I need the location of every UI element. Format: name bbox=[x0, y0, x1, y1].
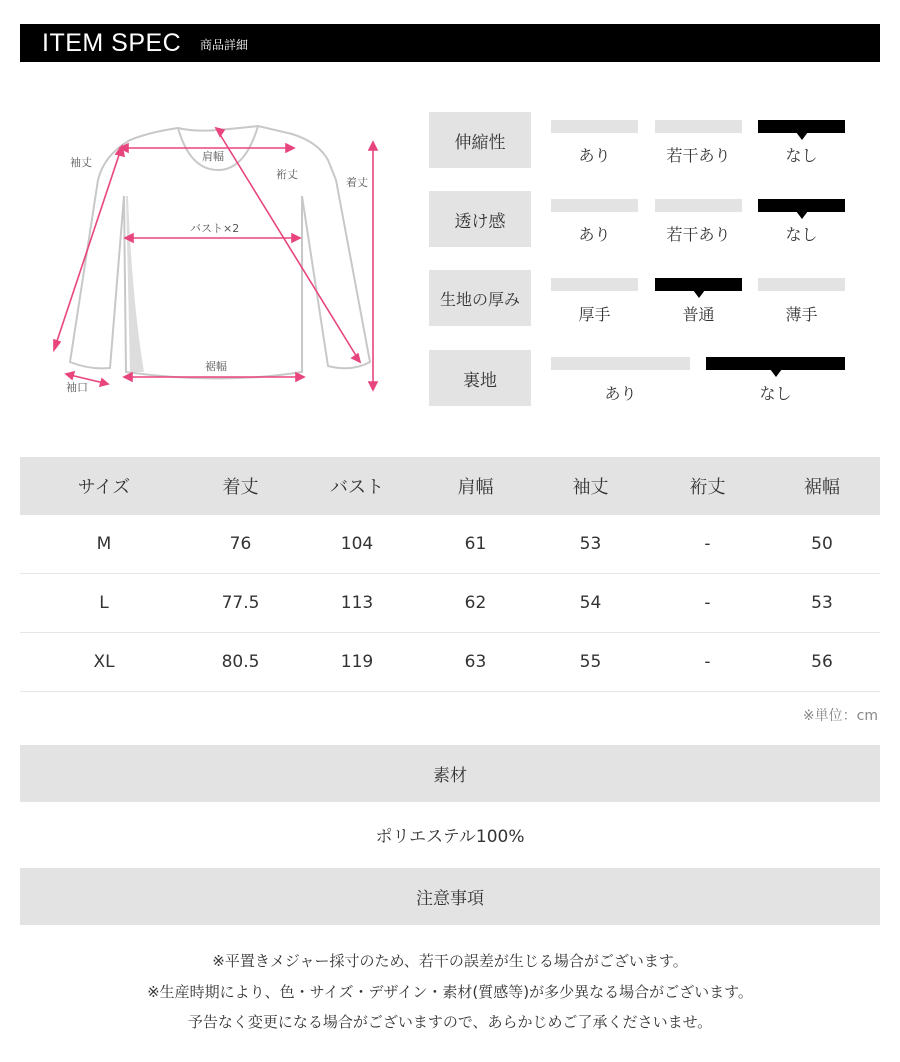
diagram-label-hem: 裾幅 bbox=[205, 360, 227, 373]
spec-thick-option-1: 厚手 bbox=[578, 305, 611, 324]
cell-shoulder: 61 bbox=[421, 515, 530, 574]
spec-stretch-option-3: なし bbox=[785, 146, 818, 165]
header-subtitle: 商品詳細 bbox=[200, 38, 249, 52]
table-row bbox=[20, 515, 880, 574]
diagram-label-shoulder: 肩幅 bbox=[202, 150, 224, 163]
cell-sleeve: 55 bbox=[530, 633, 651, 692]
col-shoulder: 肩幅 bbox=[421, 457, 530, 515]
spec-sheer-bar-2 bbox=[655, 199, 742, 212]
cell-hem: 56 bbox=[764, 633, 880, 692]
cell-bust: 119 bbox=[293, 633, 421, 692]
spec-sheer-option-1: あり bbox=[578, 225, 611, 244]
spec-lining-option-2: なし bbox=[759, 384, 792, 403]
spec-stretch-bar-2 bbox=[655, 120, 742, 133]
spec-sheer-bar-1 bbox=[551, 199, 638, 212]
cell-hem: 53 bbox=[764, 574, 880, 633]
diagram-label-yuki: 裄丈 bbox=[276, 168, 298, 181]
garment-outline bbox=[70, 126, 370, 379]
note-line-3: 予告なく変更になる場合がございますので、あらかじめご了承くださいませ。 bbox=[187, 1013, 713, 1031]
col-total-length: 着丈 bbox=[188, 457, 293, 515]
spec-label-lining: 裏地 bbox=[429, 350, 531, 406]
cell-size: M bbox=[20, 515, 188, 574]
material-value: ポリエステル100% bbox=[375, 827, 525, 847]
header-title: ITEM SPEC bbox=[42, 29, 182, 57]
cell-shoulder: 63 bbox=[421, 633, 530, 692]
cell-total-length: 77.5 bbox=[188, 574, 293, 633]
diagram-label-cuff: 袖口 bbox=[66, 381, 88, 394]
col-yuki: 裄丈 bbox=[651, 457, 764, 515]
note-line-1: ※平置きメジャー採寸のため、若干の誤差が生じる場合がございます。 bbox=[212, 952, 688, 970]
spec-stretch-option-2: 若干あり bbox=[666, 146, 731, 165]
selected-pointer-icon bbox=[770, 369, 782, 377]
size-table-header-row bbox=[20, 457, 880, 515]
cell-bust: 113 bbox=[293, 574, 421, 633]
table-row bbox=[20, 574, 880, 633]
selected-pointer-icon bbox=[796, 132, 808, 140]
cell-hem: 50 bbox=[764, 515, 880, 574]
unit-note: ※単位：cm bbox=[802, 708, 878, 724]
spec-thick-bar-3 bbox=[758, 278, 845, 291]
garment-shading bbox=[126, 196, 144, 372]
spec-stretch-bar-3-selected bbox=[758, 120, 845, 133]
spec-label-thickness: 生地の厚み bbox=[429, 270, 531, 326]
spec-label-stretch: 伸縮性 bbox=[429, 112, 531, 168]
spec-lining-bar-1 bbox=[551, 357, 690, 370]
spec-stretch-bar-1 bbox=[551, 120, 638, 133]
diagram-label-total-length: 着丈 bbox=[346, 176, 368, 189]
cell-yuki: - bbox=[651, 574, 764, 633]
col-size: サイズ bbox=[20, 457, 188, 515]
col-bust: バスト bbox=[293, 457, 421, 515]
cell-bust: 104 bbox=[293, 515, 421, 574]
spec-thick-bar-1 bbox=[551, 278, 638, 291]
cell-total-length: 80.5 bbox=[188, 633, 293, 692]
cell-yuki: - bbox=[651, 515, 764, 574]
table-row bbox=[20, 633, 880, 692]
spec-lining-bar-2-selected bbox=[706, 357, 845, 370]
selected-pointer-icon bbox=[796, 211, 808, 219]
spec-stretch-option-1: あり bbox=[578, 146, 611, 165]
col-sleeve: 袖丈 bbox=[530, 457, 651, 515]
diagram-label-sleeve: 袖丈 bbox=[70, 156, 92, 169]
cell-sleeve: 53 bbox=[530, 515, 651, 574]
spec-sheer-option-2: 若干あり bbox=[666, 225, 731, 244]
spec-thick-option-2: 普通 bbox=[682, 305, 715, 324]
col-hem: 裾幅 bbox=[764, 457, 880, 515]
cell-yuki: - bbox=[651, 633, 764, 692]
header-bar bbox=[20, 24, 880, 62]
cell-sleeve: 54 bbox=[530, 574, 651, 633]
size-table bbox=[20, 457, 880, 692]
selected-pointer-icon bbox=[693, 290, 705, 298]
garment-diagram bbox=[40, 100, 400, 420]
diagram-label-bust: バスト×2 bbox=[190, 222, 240, 235]
spec-sheer-option-3: なし bbox=[785, 225, 818, 244]
spec-lining-option-1: あり bbox=[604, 384, 637, 403]
note-line-2: ※生産時期により、色・サイズ・デザイン・素材(質感等)が多少異なる場合がございます。 bbox=[147, 983, 753, 1001]
cell-size: L bbox=[20, 574, 188, 633]
cell-total-length: 76 bbox=[188, 515, 293, 574]
spec-thick-option-3: 薄手 bbox=[785, 305, 818, 324]
cell-size: XL bbox=[20, 633, 188, 692]
cell-shoulder: 62 bbox=[421, 574, 530, 633]
material-heading: 素材 bbox=[20, 745, 880, 802]
notes-heading: 注意事項 bbox=[20, 868, 880, 925]
spec-label-sheerness: 透け感 bbox=[429, 191, 531, 247]
spec-sheer-bar-3-selected bbox=[758, 199, 845, 212]
spec-thick-bar-2-selected bbox=[655, 278, 742, 291]
